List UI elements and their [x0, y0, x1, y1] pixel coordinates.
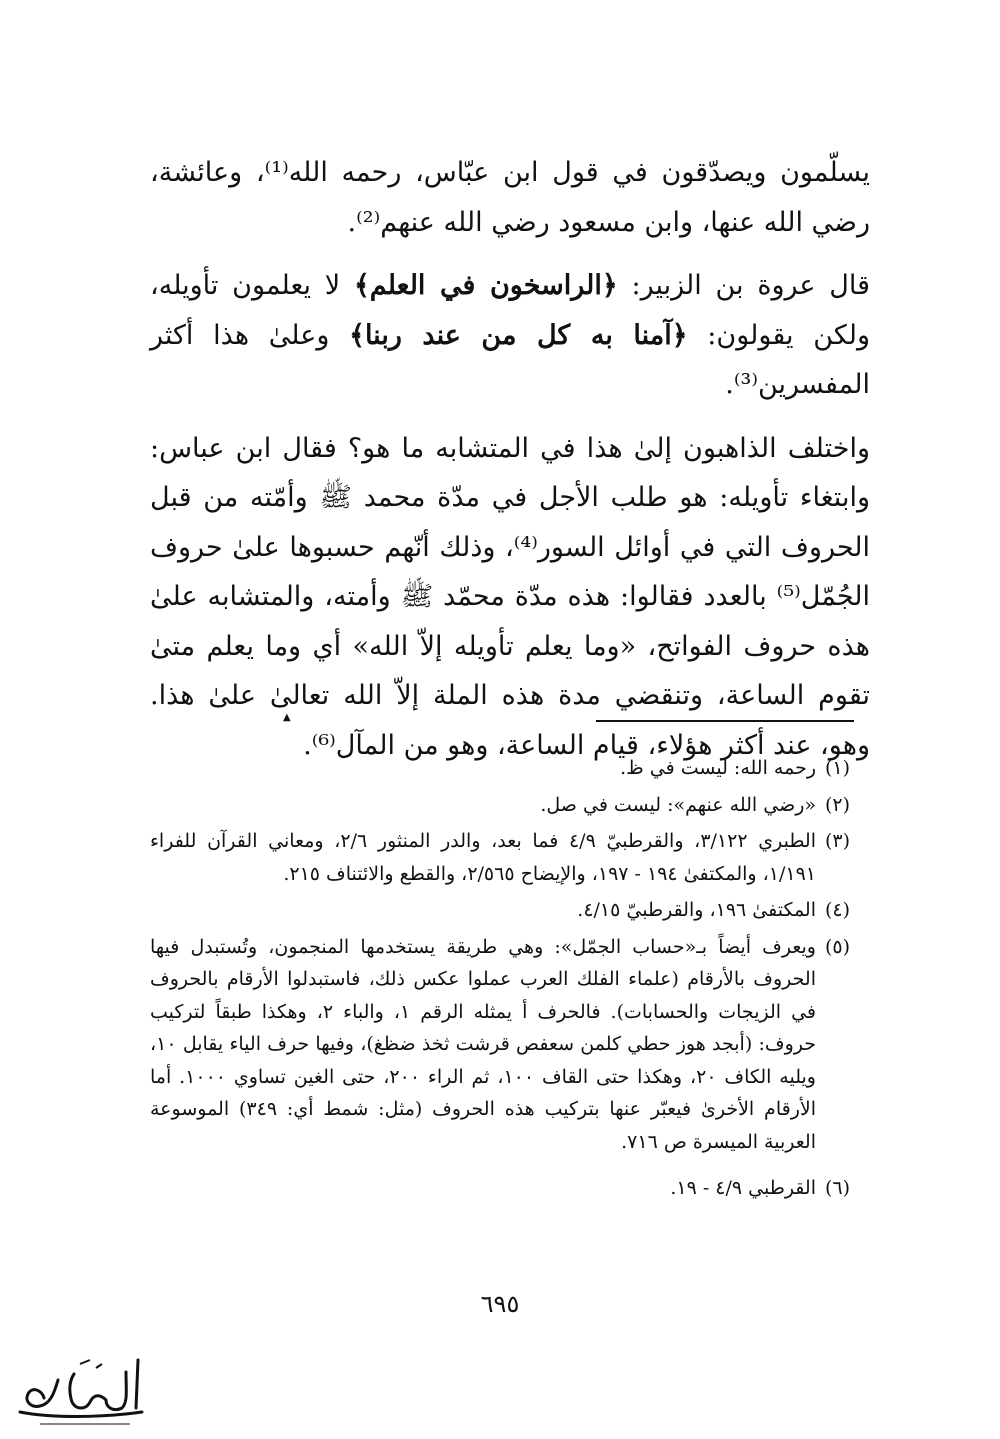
paragraph-2-middle: لا يعلمون تأويله، ولكن يقولون: [150, 270, 870, 351]
page-number: ٦٩٥ [480, 1290, 520, 1318]
footnote-number: (٣) [824, 830, 850, 852]
footnote-text: رحمه الله: ليست في ظ. [620, 757, 816, 779]
footnote-number: (١) [824, 757, 850, 779]
footnote-number: (٤) [824, 899, 850, 921]
footnote-6 [150, 1172, 850, 1205]
paragraph-3: واختلف الذاهبون إلىٰ هذا في المتشابه ما هو؟ فقال ابن عباس: وابتغاء تأويله: هو طلب الأجل في مدّة محمد ﷺ وأمّته من قبل الحروف التي في أوائل السور⁽⁴⁾، وذلك أنّهم حسبوها علىٰ حروف الجُمّل⁽⁵⁾ بالعدد فقالوا: هذه مدّة محمّد ﷺ وأمته، والمتشابه علىٰ هذه حروف الفواتح، «وما يعلم تأويله إلاّ الله» أي وما يعلم متىٰ تقوم الساعة، وتنقضي مدة هذه الملة إلاّ الله تعالىٰ علىٰ هذا. وهو، عند أكثر هؤلاء، قيام الساعة، وهو من المآل⁽⁶⁾. [150, 432, 870, 761]
paragraph-1: يسلّمون ويصدّقون في قول ابن عبّاس، رحمه الله⁽¹⁾، وعائشة، رضي الله عنها، وابن مسعود رضي الله عنهم⁽²⁾. [150, 157, 870, 238]
stray-mark: ▲ [283, 712, 291, 723]
quran-quote-1: ﴿الراسخون في العلم﴾ [353, 270, 618, 301]
paragraph-2 [150, 261, 870, 410]
quran-quote-2: ﴿آمنا به كل من عند ربنا﴾ [349, 319, 688, 351]
main-text [150, 148, 870, 770]
footnote-text: «رضي الله عنهم»: ليست في صل. [540, 793, 816, 816]
footnote-text: ويعرف أيضاً بـ«حساب الجمّل»: وهي طريقة يستخدمها المنجمون، وتُستبدل فيها الحروف بالأرقام (علماء الفلك العرب عملوا عكس ذلك، فاستبدلوا الأرقام بالحروف في الزيجات والحسابات). فالحرف أ يمثله الرقم ١، والباء ٢، وهكذا طبقاً لتركيب حروف: (أبجد هوز حطي كلمن سعفص قرشت ثخذ ضظغ)، وفيها حرف الياء يقابل ١٠، ويليه الكاف ٢٠، وهكذا حتى القاف ١٠٠، ثم الراء ٢٠٠، حتى الغين تساوي ١٠٠٠. أما الأرقام الأخرىٰ فيعبّر عنها بتركيب هذه الحروف (مثل: شمط أي: ٣٤٩) الموسوعة العربية الميسرة ص ٧١٦. [150, 935, 816, 1153]
footnotes [150, 752, 850, 1205]
paragraph-2-end: وعلىٰ هذا أكثر المفسرين⁽³⁾. [150, 319, 870, 400]
footnote-text: القرطبي ٤/٩ - ١٩. [670, 1177, 816, 1199]
calligraphy-logo [10, 1350, 150, 1430]
footnote-text: الطبري ٣/١٢٢، والقرطبيّ ٤/٩ فما بعد، والدر المنثور ٢/٦، ومعاني القرآن للفراء ١/١٩١، والمكتفىٰ ١٩٤ - ١٩٧، والإيضاح ٢/٥٦٥، والقطع والائتناف ٢١٥. [150, 830, 816, 885]
footnote-number: (٢) [824, 793, 850, 816]
footnote-divider [596, 720, 854, 722]
footnote-2 [150, 789, 850, 822]
footnote-1 [150, 752, 850, 785]
footnote-number: (٦) [824, 1177, 850, 1199]
footnote-4 [150, 894, 850, 927]
paragraph-2-start: قال عروة بن الزبير: [617, 270, 871, 301]
footnote-text: المكتفىٰ ١٩٦، والقرطبيّ ٤/١٥. [577, 899, 816, 921]
footnote-number: (٥) [824, 935, 850, 958]
footnote-5 [150, 931, 850, 1159]
footnote-3 [150, 825, 850, 890]
